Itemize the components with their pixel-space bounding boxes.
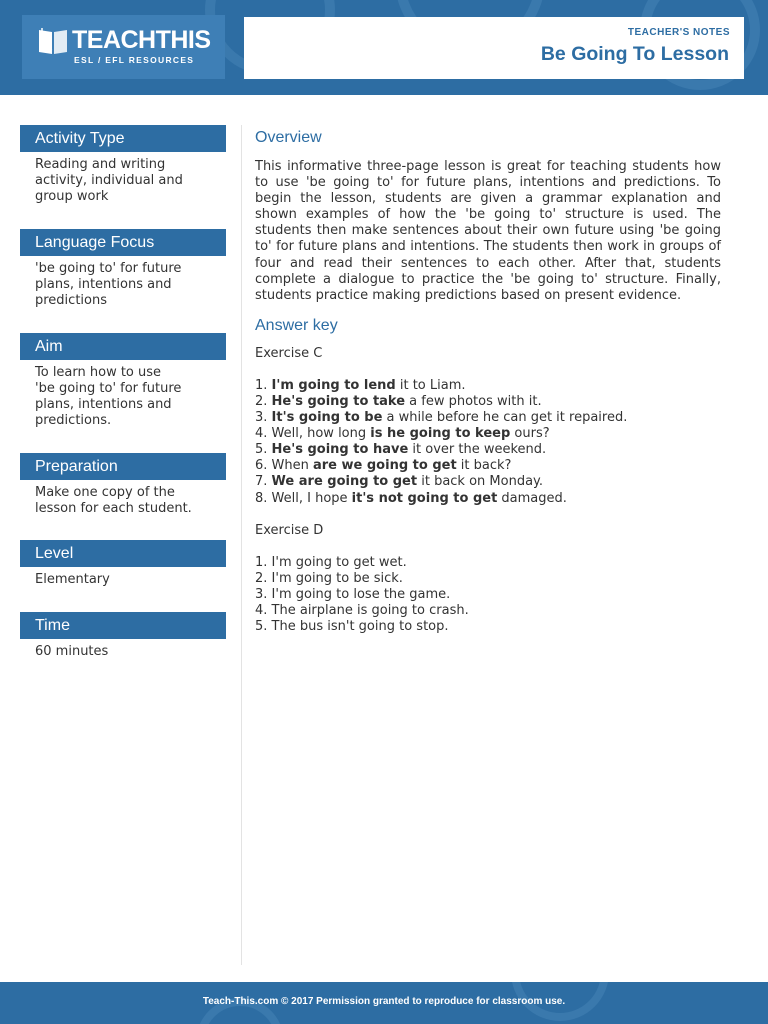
book-logo-icon [36,26,70,56]
list-item: 5. The bus isn't going to stop. [255,618,449,634]
sidebar-section-language-focus [20,229,226,309]
sidebar-heading: Language Focus [20,229,226,256]
exercise-c-list [255,378,721,507]
sidebar-heading: Aim [20,333,226,360]
exercise-c-label: Exercise C [255,345,323,361]
list-item: 2. I'm going to be sick. [255,570,403,586]
logo-subtitle: ESL / EFL RESOURCES [74,55,195,65]
teachers-notes-label: TEACHER'S NOTES [627,27,730,38]
sidebar-heading: Time [20,612,226,639]
overview-heading: Overview [255,129,322,146]
sidebar-section-time [20,612,226,660]
logo[interactable] [22,15,225,79]
sidebar-heading: Level [20,540,226,567]
sidebar-body: 60 minutes [35,644,109,659]
page-footer [0,982,768,1024]
list-item: 3. It's going to be a while before he can get it repaired. [255,410,628,426]
exercise-d-label: Exercise D [255,522,324,538]
sidebar-body: Reading and writing activity, individual and group work [35,157,183,204]
list-item: 1. I'm going to get wet. [255,554,407,570]
sidebar-heading: Activity Type [20,125,226,152]
sidebar-body: To learn how to use 'be going to' for future plans, intentions and predictions. [35,365,182,428]
sidebar-heading: Preparation [20,453,226,480]
overview-text: This informative three-page lesson is great for teaching students how to use 'be going to' for future plans, intentions and predictions. To begin the lesson, students are given a grammar explanation and shown examples of how the 'be going to' structure is used. The students then make sentences about their own future using 'be going to' for future plans and intentions. The students then work in groups of four and read their sentences to each other. After that, students complete a dialogue to practice the 'be going to' structure. Finally, students practice making predictions based on present evidence. [255,159,721,303]
list-item: 7. We are going to get it back on Monday. [255,474,544,490]
copyright-notice: Teach-This.com © 2017 Permission granted to reproduce for classroom use. [202,996,566,1007]
sidebar-section-level [20,540,226,588]
answer-key-heading: Answer key [255,316,338,334]
list-item: 4. Well, how long is he going to keep ours? [255,426,550,442]
column-divider [241,125,242,965]
sidebar-body: Make one copy of the lesson for each student. [35,485,192,516]
list-item: 4. The airplane is going to crash. [255,602,469,618]
page-header [0,0,768,95]
sidebar-body: Elementary [35,572,110,587]
sidebar-section-aim [20,333,226,429]
main-content [255,128,721,635]
sidebar-section-preparation [20,453,226,517]
list-item: 6. When are we going to get it back? [255,458,512,474]
sidebar-body: 'be going to' for future plans, intentions and predictions [35,261,182,308]
list-item: 8. Well, I hope it's not going to get damaged. [255,490,567,506]
page-title: Be Going To Lesson [540,43,729,65]
title-box [244,17,744,79]
exercise-d-list [255,555,721,635]
logo-text: TEACHTHIS [72,26,211,54]
list-item: 3. I'm going to lose the game. [255,586,451,602]
sidebar-section-activity-type [20,125,226,205]
list-item: 5. He's going to have it over the weekend. [255,442,547,458]
list-item: 2. He's going to take a few photos with it. [255,393,542,409]
list-item: 1. I'm going to lend it to Liam. [255,377,466,393]
